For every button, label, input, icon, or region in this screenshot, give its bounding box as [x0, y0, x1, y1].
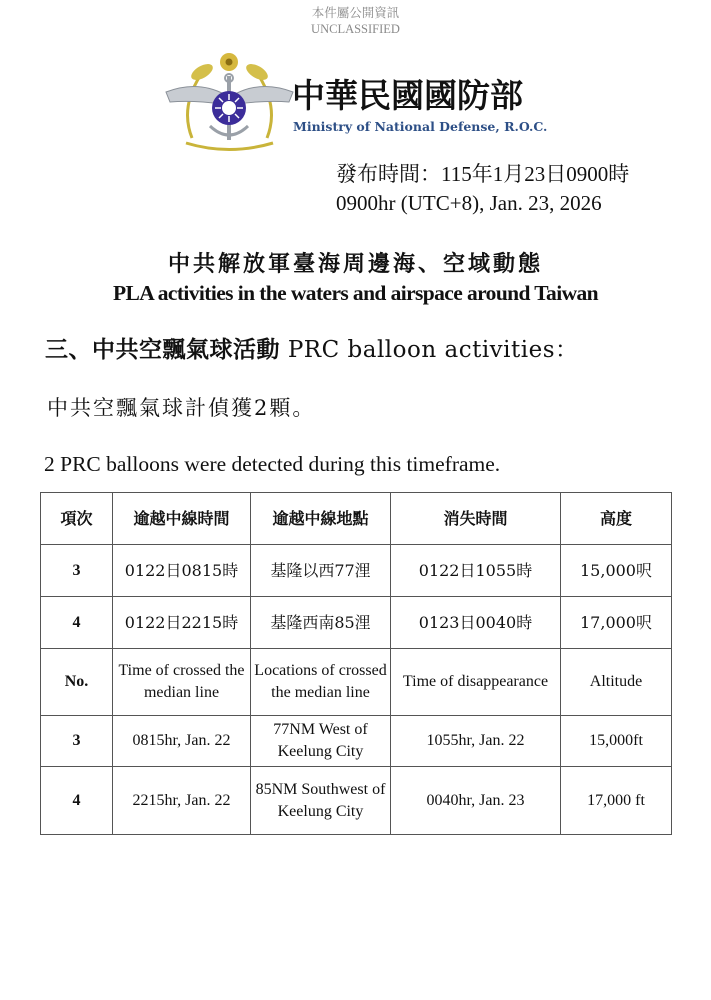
classification-en: UNCLASSIFIED — [311, 22, 400, 36]
table-cell: 17,000 ft — [561, 767, 672, 835]
table-cell: 0122日2215時 — [113, 597, 251, 649]
header-cell: 逾越中線時間 — [113, 493, 251, 545]
table-cell: 85NM Southwest of Keelung City — [251, 767, 391, 835]
release-time-en: 0900hr (UTC+8), Jan. 23, 2026 — [336, 191, 602, 215]
classification-zh: 本件屬公開資訊 — [311, 6, 400, 20]
header-cell: No. — [41, 649, 113, 716]
table-cell: 4 — [41, 767, 113, 835]
table-header-row-zh — [41, 493, 672, 545]
table-cell: 0122日0815時 — [113, 545, 251, 597]
section-heading-en: PRC balloon activities： — [287, 337, 579, 363]
report-title-zh: 中共解放軍臺海周邊海、空域動態 — [167, 251, 543, 276]
header-cell: Time of crossed the median line — [113, 649, 251, 716]
table-cell: 15,000ft — [561, 716, 672, 767]
balloon-table — [40, 492, 672, 835]
report-title-en: PLA activities in the waters and airspace around Taiwan — [112, 281, 599, 305]
table-cell: 0123日0040時 — [391, 597, 561, 649]
section-heading — [45, 335, 579, 365]
table-cell: 1055hr, Jan. 22 — [391, 716, 561, 767]
header-cell: 逾越中線地點 — [251, 493, 391, 545]
table-cell: 17,000呎 — [561, 597, 672, 649]
table-cell: 2215hr, Jan. 22 — [113, 767, 251, 835]
mnd-emblem-icon — [162, 48, 297, 154]
header-cell: 高度 — [561, 493, 672, 545]
table-row — [41, 716, 672, 767]
section-heading-zh: 三、中共空飄氣球活動 — [45, 336, 280, 363]
ministry-name-en: Ministry of National Defense, R.O.C. — [293, 119, 548, 134]
header-cell: 消失時間 — [391, 493, 561, 545]
ministry-header — [162, 48, 562, 154]
classification-marking — [0, 5, 711, 37]
table-row — [41, 597, 672, 649]
table-cell: 4 — [41, 597, 113, 649]
release-time-zh: 發布時間：115年1月23日0900時 — [336, 162, 630, 186]
summary-zh: 中共空飄氣球計偵獲2顆。 — [47, 396, 316, 420]
table-cell: 3 — [41, 716, 113, 767]
table-cell: 77NM West of Keelung City — [251, 716, 391, 767]
table-cell: 基隆西南85浬 — [251, 597, 391, 649]
table-cell: 0040hr, Jan. 23 — [391, 767, 561, 835]
table-header-row-en — [41, 649, 672, 716]
release-time — [336, 160, 629, 218]
header-cell: Altitude — [561, 649, 672, 716]
header-cell: Time of disappearance — [391, 649, 561, 716]
table-cell: 3 — [41, 545, 113, 597]
summary-en: 2 PRC balloons were detected during this timeframe. — [44, 452, 501, 476]
table-cell: 15,000呎 — [561, 545, 672, 597]
header-cell: Locations of crossed the median line — [251, 649, 391, 716]
ministry-name-zh: 中華民國國防部 — [292, 76, 523, 115]
table-row — [41, 767, 672, 835]
table-cell: 0122日1055時 — [391, 545, 561, 597]
table-cell: 基隆以西77浬 — [251, 545, 391, 597]
table-cell: 0815hr, Jan. 22 — [113, 716, 251, 767]
table-row — [41, 545, 672, 597]
header-cell: 項次 — [41, 493, 113, 545]
